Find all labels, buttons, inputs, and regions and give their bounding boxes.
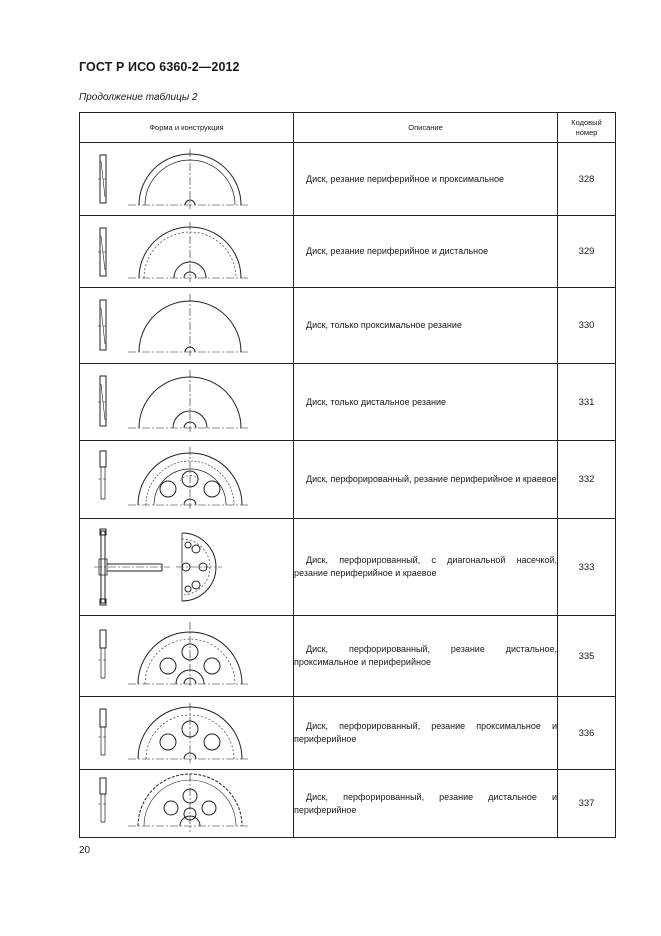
disc-forms-table (79, 112, 616, 838)
perforated-disc-drawing-336 (80, 697, 294, 769)
code-cell: 337 (558, 770, 616, 838)
figure-cell (80, 216, 294, 288)
description-cell: Диск, перфорированный, с диагональной насечкой, резание периферийное и краевое (294, 519, 558, 616)
table-header-row (80, 113, 616, 143)
table-row (80, 441, 616, 519)
page-number: 20 (79, 845, 91, 856)
table-row (80, 697, 616, 770)
disc-drawing-330 (80, 288, 294, 363)
figure-cell (80, 519, 294, 616)
figure-cell (80, 143, 294, 216)
document-header: ГОСТ Р ИСО 6360-2—2012 (79, 60, 240, 74)
table-row (80, 216, 616, 288)
code-cell: 328 (558, 143, 616, 216)
description-cell: Диск, только дистальное резание (294, 364, 558, 441)
description-cell: Диск, перфорированный, резание дистальное и периферийное (294, 770, 558, 838)
perforated-disc-drawing-337 (80, 770, 294, 837)
description-cell: Диск, резание периферийное и проксимальное (294, 143, 558, 216)
figure-cell (80, 364, 294, 441)
table-row (80, 143, 616, 216)
description-cell: Диск, перфорированный, резание дистальное, проксимальное и периферийное (294, 616, 558, 697)
table-row (80, 616, 616, 697)
disc-drawing-328 (80, 143, 294, 215)
code-cell: 332 (558, 441, 616, 519)
perforated-disc-mandrel-drawing-333 (80, 519, 294, 615)
disc-drawing-329 (80, 216, 294, 287)
description-cell: Диск, резание периферийное и дистальное (294, 216, 558, 288)
code-cell: 336 (558, 697, 616, 770)
figure-cell (80, 441, 294, 519)
column-header-code-line1: Кодовый (571, 117, 602, 127)
column-header-form: Форма и конструкция (80, 113, 294, 143)
code-cell: 330 (558, 288, 616, 364)
table-row (80, 288, 616, 364)
code-cell: 333 (558, 519, 616, 616)
code-cell: 335 (558, 616, 616, 697)
figure-cell (80, 770, 294, 838)
description-cell: Диск, только проксимальное резание (294, 288, 558, 364)
perforated-disc-drawing-335 (80, 616, 294, 696)
figure-cell (80, 616, 294, 697)
column-header-description: Описание (294, 113, 558, 143)
perforated-disc-drawing-332 (80, 441, 294, 518)
table-row (80, 770, 616, 838)
code-cell: 331 (558, 364, 616, 441)
disc-drawing-331 (80, 364, 294, 440)
column-header-code-line2: номер (575, 127, 598, 137)
table-row (80, 364, 616, 441)
column-header-code (558, 113, 616, 143)
description-cell: Диск, перфорированный, резание периферийное и краевое (294, 441, 558, 519)
table-row (80, 519, 616, 616)
figure-cell (80, 288, 294, 364)
code-cell: 329 (558, 216, 616, 288)
table-continuation-caption: Продолжение таблицы 2 (79, 92, 198, 103)
figure-cell (80, 697, 294, 770)
description-cell: Диск, перфорированный, резание проксимальное и периферийное (294, 697, 558, 770)
